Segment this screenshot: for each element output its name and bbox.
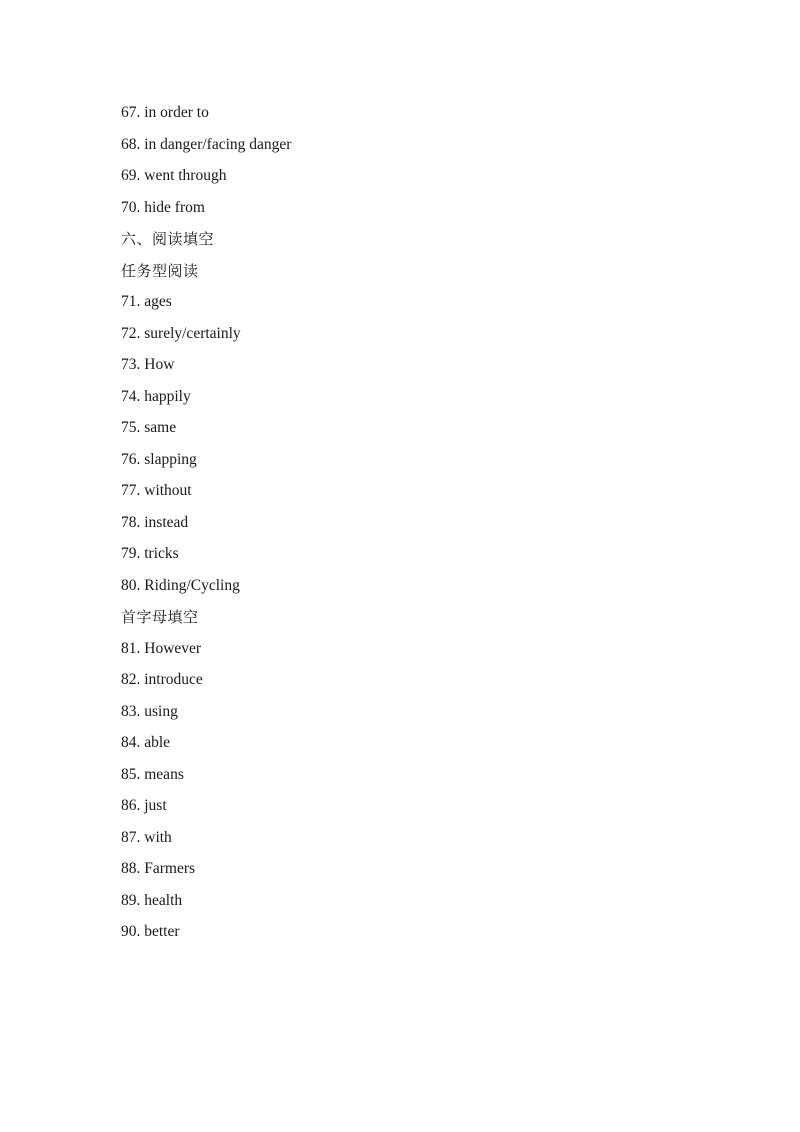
answer-line: 84. able bbox=[121, 734, 171, 751]
answer-line: 76. slapping bbox=[121, 450, 197, 468]
answer-line: 80. Riding/Cycling bbox=[121, 576, 240, 594]
answer-line: 88. Farmers bbox=[121, 860, 196, 877]
answer-line: 69. went through bbox=[121, 167, 227, 184]
answer-line: 75. same bbox=[121, 419, 177, 436]
answer-line: 81. However bbox=[121, 639, 202, 657]
answer-list bbox=[121, 101, 721, 952]
answer-line: 89. health bbox=[121, 891, 183, 909]
section-heading: 六、阅读填空 bbox=[121, 230, 215, 248]
section-heading: 任务型阅读 bbox=[121, 261, 199, 280]
answer-line: 86. just bbox=[121, 797, 167, 814]
answer-line: 85. means bbox=[121, 765, 184, 783]
answer-line: 70. hide from bbox=[121, 198, 205, 216]
answer-line: 71. ages bbox=[121, 293, 172, 310]
answer-line: 87. with bbox=[121, 828, 172, 846]
answer-line: 67. in order to bbox=[121, 104, 209, 121]
answer-line: 82. introduce bbox=[121, 671, 203, 688]
answer-line: 74. happily bbox=[121, 387, 191, 405]
answer-line: 72. surely/certainly bbox=[121, 324, 241, 342]
answer-line: 68. in danger/facing danger bbox=[121, 135, 292, 153]
section-heading: 首字母填空 bbox=[121, 608, 199, 626]
answer-line: 83. using bbox=[121, 702, 178, 720]
answer-line: 73. How bbox=[121, 356, 175, 373]
answer-line: 79. tricks bbox=[121, 545, 179, 562]
answer-line: 77. without bbox=[121, 482, 192, 499]
answer-line: 78. instead bbox=[121, 513, 189, 531]
answer-line: 90. better bbox=[121, 923, 180, 940]
